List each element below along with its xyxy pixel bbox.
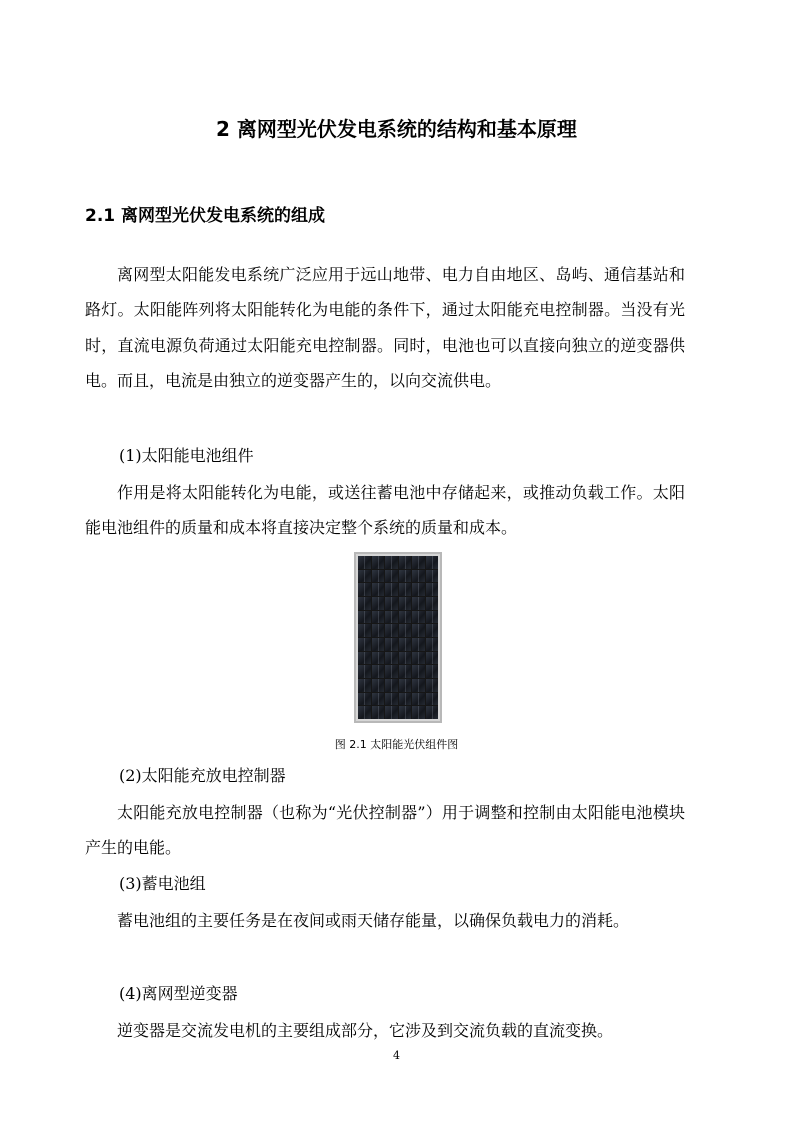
solar-cell [412,624,425,637]
solar-cell [412,556,425,569]
component-text-solar-module: 作用是将太阳能转化为电能，或送往蓄电池中存储起来，或推动负载工作。太阳能电池组件的质量和成本将直接决定整个系统的质量和成本。 [85,483,685,538]
solar-cell [412,570,425,583]
solar-cell [426,624,439,637]
component-text-inverter: 逆变器是交流发电机的主要组成部分，它涉及到交流负载的直流变换。 [117,1021,614,1040]
solar-cell [358,706,371,719]
solar-cell [358,624,371,637]
solar-cell [372,624,385,637]
solar-cell [385,652,398,665]
solar-cell [412,665,425,678]
component-text-battery-bank: 蓄电池组的主要任务是在夜间或雨天储存能量，以确保负载电力的消耗。 [117,911,630,930]
solar-cell [385,638,398,651]
page-number: 4 [393,1049,400,1062]
solar-cell [372,652,385,665]
component-label-battery-bank: (3)蓄电池组 [119,874,206,893]
solar-panel-image [354,552,442,723]
solar-cell [358,652,371,665]
solar-cell [372,611,385,624]
solar-cell [412,693,425,706]
solar-cell [385,556,398,569]
solar-cell [399,597,412,610]
solar-cell [412,638,425,651]
solar-cell [426,611,439,624]
solar-cell [426,570,439,583]
solar-cell [426,652,439,665]
solar-cell [385,583,398,596]
solar-cell [385,665,398,678]
solar-cell [372,556,385,569]
solar-cell [372,679,385,692]
component-label-charge-controller: (2)太阳能充放电控制器 [119,766,286,785]
solar-cell [399,638,412,651]
solar-cell [358,679,371,692]
solar-cell [358,556,371,569]
solar-cell [426,638,439,651]
solar-cell [372,597,385,610]
intro-paragraph: 离网型太阳能发电系统广泛应用于远山地带、电力自由地区、岛屿、通信基站和路灯。太阳能阵列将太阳能转化为电能的条件下，通过太阳能充电控制器。当没有光时，直流电源负荷通过太阳能充电控制器。同时，电池也可以直接向独立的逆变器供电。而且，电流是由独立的逆变器产生的，以向交流供电。 [85,265,685,391]
solar-cell [399,665,412,678]
chapter-title: 2 离网型光伏发电系统的结构和基本原理 [216,117,577,141]
figure-caption: 图 2.1 太阳能光伏组件图 [334,738,459,751]
solar-cell [412,706,425,719]
solar-cell [426,693,439,706]
solar-cell [358,665,371,678]
solar-cell [358,693,371,706]
solar-cell [385,624,398,637]
solar-cell [358,611,371,624]
solar-cell [372,570,385,583]
solar-cell [426,679,439,692]
solar-cell [372,706,385,719]
solar-cell [399,679,412,692]
solar-cell [358,597,371,610]
solar-cell [358,570,371,583]
component-label-inverter: (4)离网型逆变器 [119,984,238,1003]
solar-cell [385,706,398,719]
solar-cell [412,652,425,665]
solar-cell [426,556,439,569]
solar-cell [399,583,412,596]
solar-cell [372,638,385,651]
solar-cell [412,597,425,610]
component-label-solar-module: (1)太阳能电池组件 [119,446,254,465]
solar-cell [385,693,398,706]
solar-cell [412,583,425,596]
solar-cell [358,583,371,596]
solar-cell [399,652,412,665]
solar-cell [426,583,439,596]
solar-cell [426,706,439,719]
solar-cell [399,570,412,583]
component-text-charge-controller: 太阳能充放电控制器（也称为“光伏控制器”）用于调整和控制由太阳能电池模块产生的电能。 [85,803,685,858]
solar-cell [385,570,398,583]
section-heading: 2.1 离网型光伏发电系统的组成 [85,206,326,226]
solar-cell [385,597,398,610]
solar-cell [372,693,385,706]
solar-cell [385,679,398,692]
solar-cell [399,624,412,637]
solar-panel-cell-grid [358,556,438,719]
solar-cell [399,706,412,719]
solar-cell [399,556,412,569]
solar-cell [385,611,398,624]
solar-cell [412,611,425,624]
solar-cell [399,611,412,624]
solar-cell [426,665,439,678]
solar-cell [372,665,385,678]
solar-cell [399,693,412,706]
solar-cell [412,679,425,692]
solar-cell [372,583,385,596]
solar-cell [358,638,371,651]
solar-cell [426,597,439,610]
